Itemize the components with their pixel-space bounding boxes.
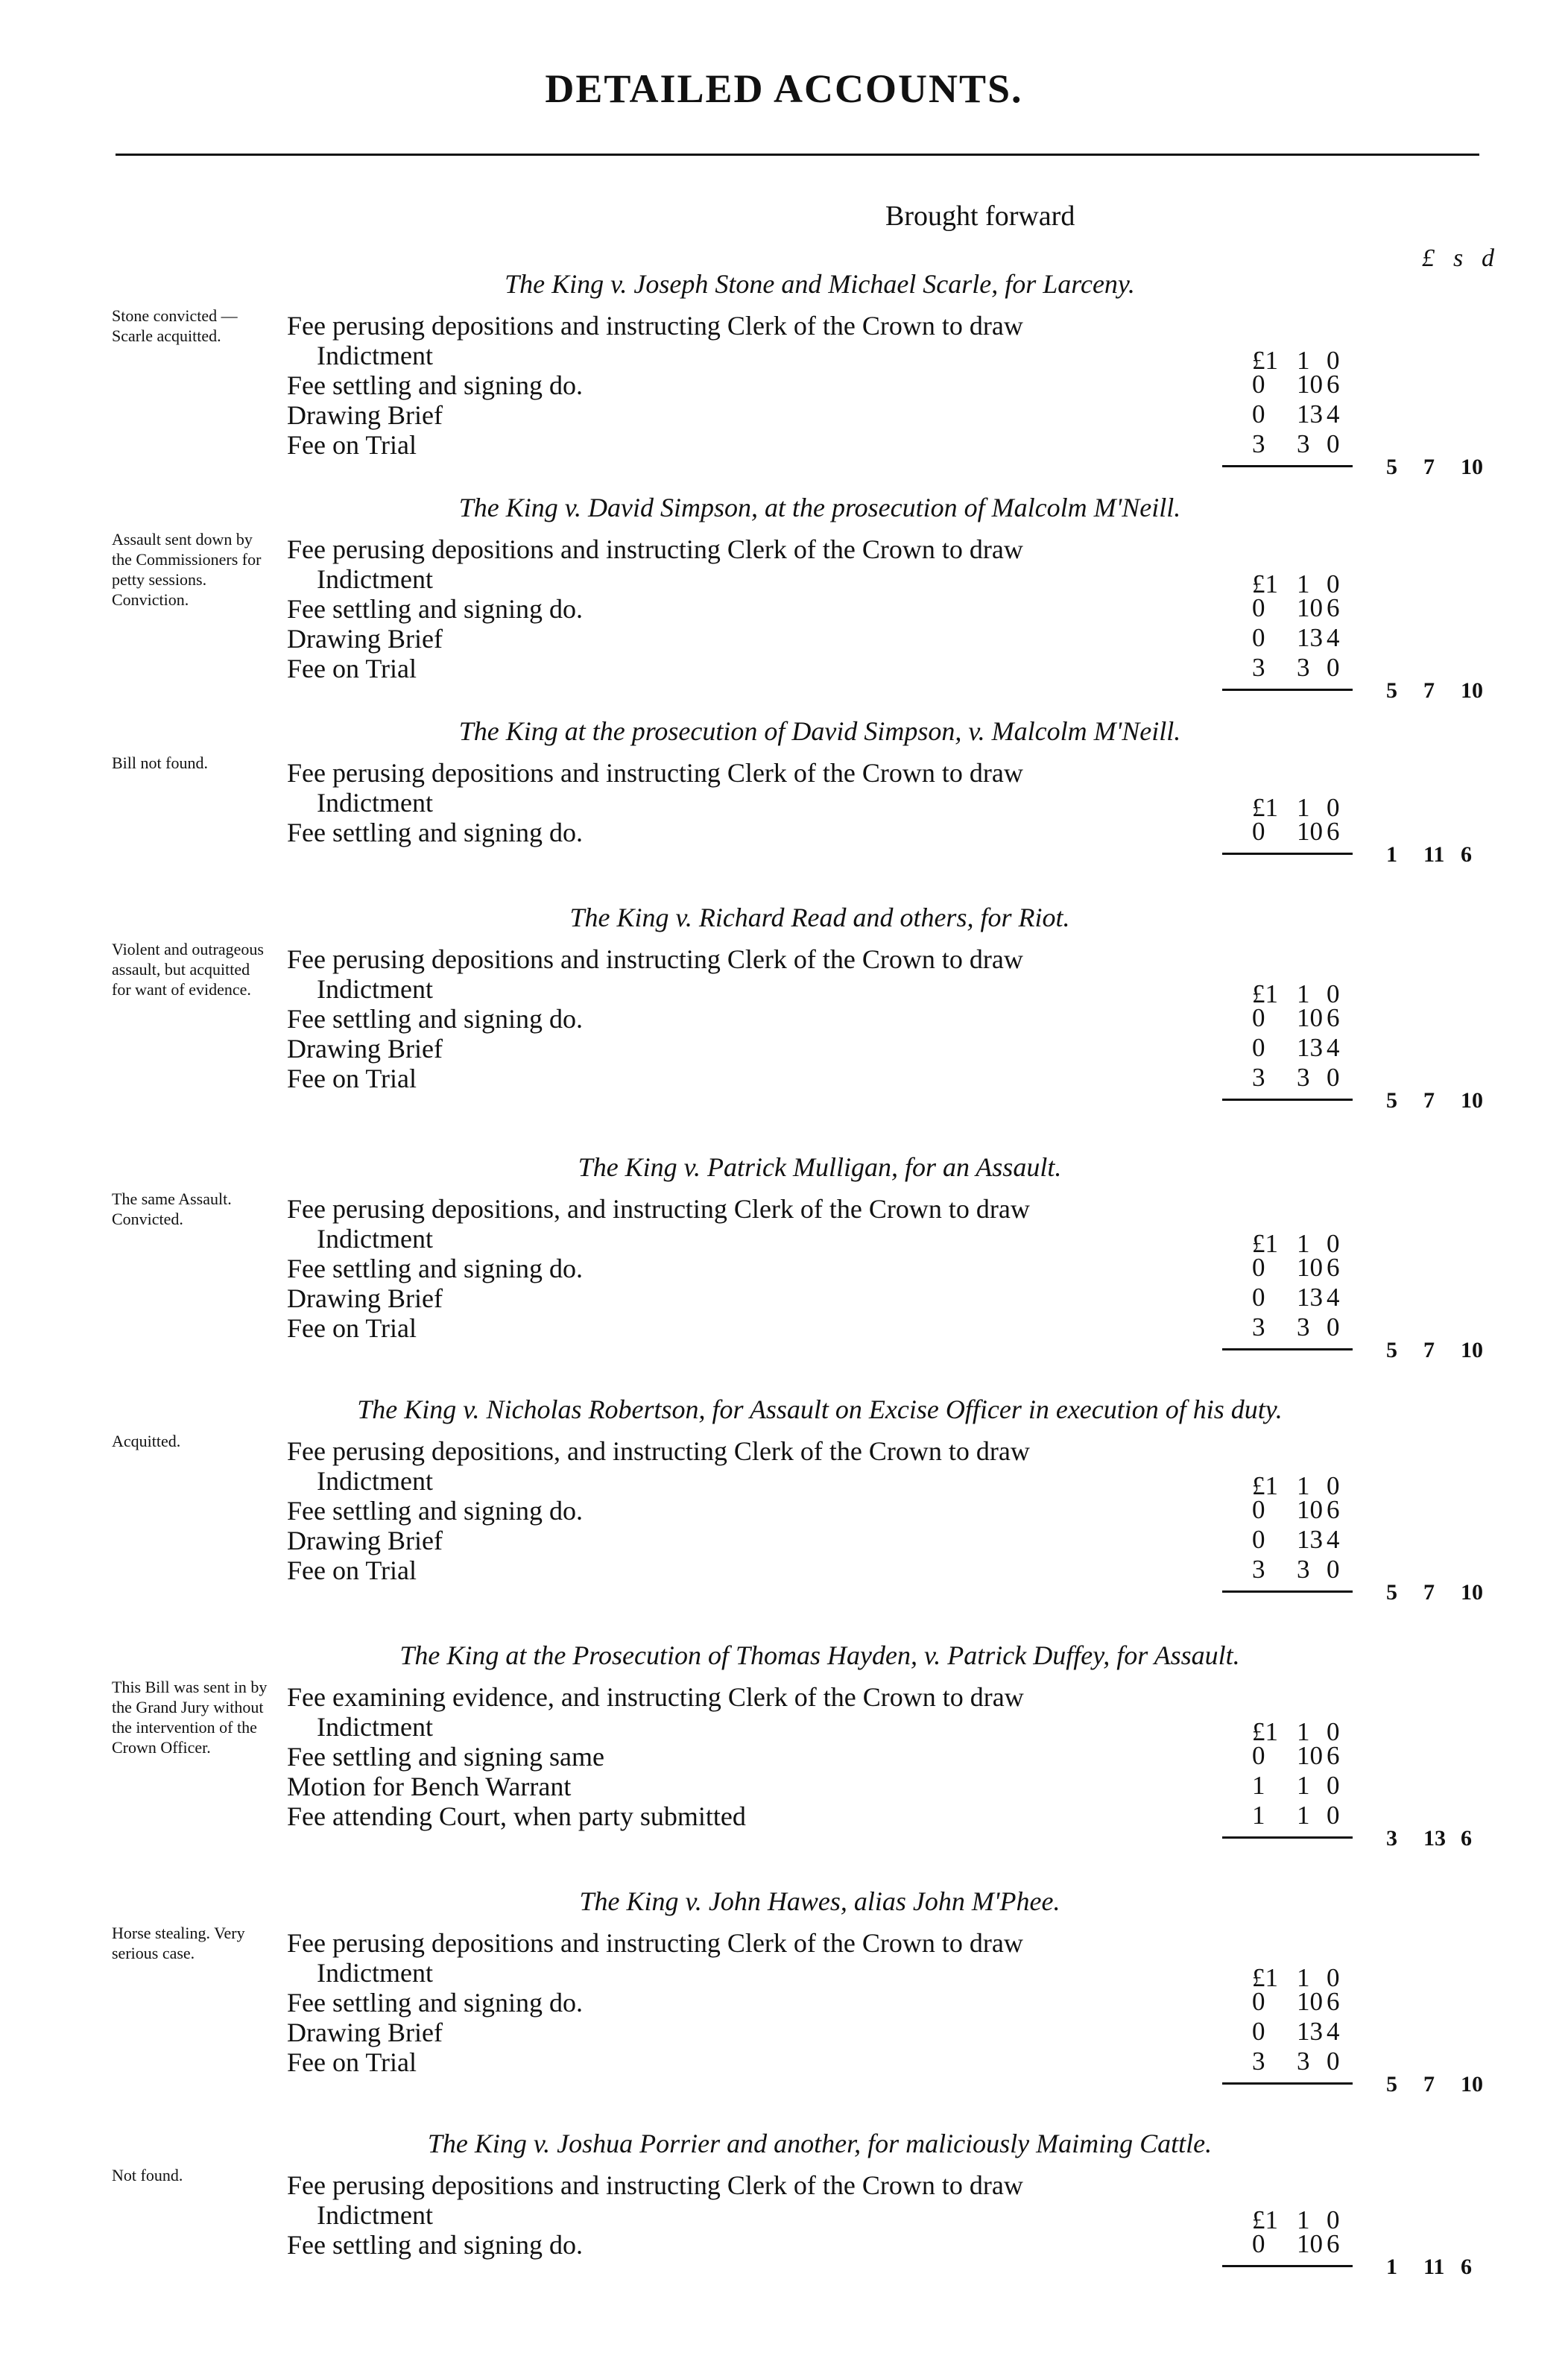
fee-description: Drawing Brief — [287, 400, 443, 430]
pence-header: d — [1482, 244, 1494, 272]
fee-description: Drawing Brief — [287, 1526, 443, 1555]
total-shillings: 7 — [1423, 2072, 1435, 2097]
fee-description-continuation: Indictment — [317, 788, 433, 818]
fee-description: Fee settling and signing do. — [287, 2230, 583, 2260]
total-pence: 10 — [1461, 678, 1483, 703]
amount-pence: 4 — [1327, 1283, 1340, 1312]
fee-description-continuation: Indictment — [317, 974, 433, 1004]
subtotal-rule — [1222, 1836, 1353, 1839]
fee-row-continuation — [287, 973, 1368, 1003]
amount-pounds: £1 — [1252, 1963, 1278, 1992]
amount-pounds: 0 — [1252, 817, 1265, 846]
fee-description: Fee perusing depositions and instructing Clerk of the Crown to draw — [287, 534, 1023, 564]
case-title: The King v. Patrick Mulligan, for an Assault. — [578, 1152, 1062, 1182]
fee-description-continuation: Indictment — [317, 564, 433, 594]
margin-note: Acquitted. — [112, 1432, 181, 1450]
fee-row — [287, 1063, 1368, 1093]
fee-row — [287, 1283, 1368, 1312]
amount-shillings: 1 — [1297, 346, 1310, 375]
amount-pounds: 1 — [1252, 1771, 1265, 1800]
fee-row — [287, 1801, 1368, 1830]
total-pence: 10 — [1461, 2072, 1483, 2097]
amount-pounds: 0 — [1252, 1495, 1265, 1524]
total-shillings: 7 — [1423, 1338, 1435, 1362]
fee-row — [287, 310, 1368, 340]
amount-shillings: 10 — [1297, 1003, 1323, 1032]
fee-description: Fee examining evidence, and instructing Clerk of the Crown to draw — [287, 1682, 1024, 1712]
amount-shillings: 1 — [1297, 979, 1310, 1008]
fee-description: Fee on Trial — [287, 430, 417, 460]
fee-row — [287, 944, 1368, 973]
amount-pence: 0 — [1327, 1717, 1340, 1746]
amount-shillings: 1 — [1297, 569, 1310, 598]
fee-row — [287, 1003, 1368, 1033]
amount-pounds: £1 — [1252, 1229, 1278, 1258]
total-pounds: 3 — [1386, 1826, 1397, 1851]
fee-description-continuation: Indictment — [317, 1224, 433, 1254]
pounds-header: £ — [1422, 244, 1435, 272]
fee-description: Fee on Trial — [287, 1555, 417, 1585]
amount-pence: 0 — [1327, 2205, 1340, 2234]
amount-pence: 0 — [1327, 1063, 1340, 1092]
fee-row — [287, 2017, 1368, 2047]
subtotal-rule — [1222, 2265, 1353, 2267]
amount-shillings: 3 — [1297, 1312, 1310, 1342]
amount-pounds: £1 — [1252, 569, 1278, 598]
fee-row — [287, 1033, 1368, 1063]
fee-description: Fee attending Court, when party submitted — [287, 1801, 746, 1831]
amount-shillings: 1 — [1297, 1471, 1310, 1500]
amount-pounds: 0 — [1252, 1253, 1265, 1282]
total-pounds: 1 — [1386, 2255, 1397, 2279]
fee-row — [287, 1312, 1368, 1342]
amount-shillings: 1 — [1297, 1801, 1310, 1830]
fee-description: Fee on Trial — [287, 2047, 417, 2077]
total-pounds: 5 — [1386, 455, 1397, 479]
case-title: The King v. Richard Read and others, for Riot. — [569, 903, 1070, 932]
fee-description: Fee settling and signing do. — [287, 594, 583, 624]
margin-note: Assault sent down by the Commissioners for petty sessions. Conviction. — [112, 530, 262, 609]
case-title: The King at the Prosecution of Thomas Hayden, v. Patrick Duffey, for Assault. — [399, 1640, 1240, 1670]
fee-row-continuation — [287, 1711, 1368, 1741]
amount-pence: 4 — [1327, 1525, 1340, 1554]
amount-pounds: 0 — [1252, 1525, 1265, 1554]
fee-row-continuation — [287, 1465, 1368, 1495]
fee-description: Fee perusing depositions, and instructing Clerk of the Crown to draw — [287, 1436, 1030, 1466]
fee-row — [287, 817, 1368, 847]
amount-pounds: £1 — [1252, 1717, 1278, 1746]
case-title: The King v. John Hawes, alias John M'Phee. — [579, 1886, 1060, 1916]
amount-pounds: 0 — [1252, 1987, 1265, 2016]
fee-row — [287, 2229, 1368, 2259]
fee-description-continuation: Indictment — [317, 1958, 433, 1988]
fee-description: Drawing Brief — [287, 1034, 443, 1064]
total-shillings: 13 — [1423, 1826, 1446, 1851]
amount-pence: 0 — [1327, 979, 1340, 1008]
margin-note: Horse stealing. Very serious case. — [112, 1924, 245, 1962]
fee-description: Drawing Brief — [287, 2018, 443, 2047]
total-pounds: 5 — [1386, 1580, 1397, 1605]
fee-row — [287, 1435, 1368, 1465]
fee-row — [287, 534, 1368, 563]
fee-description: Fee on Trial — [287, 654, 417, 683]
fee-description: Motion for Bench Warrant — [287, 1772, 572, 1801]
fee-row — [287, 2047, 1368, 2076]
fee-row — [287, 1681, 1368, 1711]
page-title: DETAILED ACCOUNTS. — [545, 66, 1023, 111]
amount-pence: 0 — [1327, 429, 1340, 458]
amount-shillings: 10 — [1297, 370, 1323, 399]
fee-row — [287, 653, 1368, 683]
fee-description: Drawing Brief — [287, 1283, 443, 1313]
amount-pence: 6 — [1327, 1987, 1340, 2016]
total-pence: 10 — [1461, 1580, 1483, 1605]
total-pence: 10 — [1461, 455, 1483, 479]
amount-shillings: 1 — [1297, 2205, 1310, 2234]
amount-pounds: £1 — [1252, 346, 1278, 375]
amount-pounds: 3 — [1252, 1555, 1265, 1584]
fee-description-continuation: Indictment — [317, 341, 433, 370]
amount-shillings: 13 — [1297, 623, 1323, 652]
subtotal-rule — [1222, 853, 1353, 855]
subtotal-rule — [1222, 1099, 1353, 1101]
fee-description: Drawing Brief — [287, 624, 443, 654]
amount-pounds: £1 — [1252, 1471, 1278, 1500]
amount-pounds: £1 — [1252, 979, 1278, 1008]
fee-row — [287, 1495, 1368, 1525]
amount-pounds: 1 — [1252, 1801, 1265, 1830]
fee-row — [287, 593, 1368, 623]
case-title: The King v. Joseph Stone and Michael Scarle, for Larceny. — [505, 269, 1135, 299]
fee-row — [287, 1741, 1368, 1771]
total-shillings: 11 — [1423, 2255, 1445, 2279]
amount-shillings: 3 — [1297, 429, 1310, 458]
amount-shillings: 3 — [1297, 1063, 1310, 1092]
amount-shillings: 3 — [1297, 2047, 1310, 2076]
total-pounds: 1 — [1386, 842, 1397, 867]
amount-pence: 4 — [1327, 623, 1340, 652]
amount-pence: 0 — [1327, 2047, 1340, 2076]
total-pounds: 5 — [1386, 2072, 1397, 2097]
shillings-header: s — [1453, 244, 1464, 272]
fee-row — [287, 429, 1368, 459]
fee-description: Fee settling and signing do. — [287, 818, 583, 847]
amount-shillings: 13 — [1297, 2017, 1323, 2046]
amount-shillings: 1 — [1297, 793, 1310, 822]
amount-pounds: 0 — [1252, 1741, 1265, 1770]
fee-row — [287, 1555, 1368, 1585]
case-title: The King v. Joshua Porrier and another, for maliciously Maiming Cattle. — [427, 2129, 1213, 2158]
total-pounds: 5 — [1386, 678, 1397, 703]
fee-description: Fee perusing depositions, and instructing Clerk of the Crown to draw — [287, 1194, 1030, 1224]
amount-shillings: 10 — [1297, 1495, 1323, 1524]
amount-pounds: 3 — [1252, 1063, 1265, 1092]
amount-pence: 0 — [1327, 1801, 1340, 1830]
total-pence: 10 — [1461, 1338, 1483, 1362]
total-pence: 6 — [1461, 842, 1472, 867]
fee-row-continuation — [287, 563, 1368, 593]
amount-pounds: £1 — [1252, 2205, 1278, 2234]
amount-pence: 6 — [1327, 370, 1340, 399]
amount-shillings: 1 — [1297, 1963, 1310, 1992]
header-rule — [116, 154, 1479, 156]
subtotal-rule — [1222, 1348, 1353, 1350]
fee-row — [287, 623, 1368, 653]
fee-row — [287, 1987, 1368, 2017]
fee-description: Fee settling and signing do. — [287, 1004, 583, 1034]
fee-description: Fee settling and signing do. — [287, 370, 583, 400]
amount-pence: 0 — [1327, 1771, 1340, 1800]
subtotal-rule — [1222, 1590, 1353, 1593]
amount-shillings: 3 — [1297, 653, 1310, 682]
margin-note: This Bill was sent in by the Grand Jury without the intervention of the Crown Officer. — [112, 1678, 268, 1757]
amount-pounds: 0 — [1252, 1033, 1265, 1062]
case-title: The King at the prosecution of David Simpson, v. Malcolm M'Neill. — [458, 716, 1181, 746]
fee-description: Fee on Trial — [287, 1313, 417, 1343]
case-title: The King v. Nicholas Robertson, for Assault on Excise Officer in execution of his duty. — [357, 1394, 1283, 1424]
amount-pence: 4 — [1327, 2017, 1340, 2046]
amount-pence: 0 — [1327, 653, 1340, 682]
total-pence: 10 — [1461, 1088, 1483, 1113]
fee-row-continuation — [287, 1957, 1368, 1987]
fee-description: Fee settling and signing do. — [287, 1254, 583, 1283]
fee-description: Fee settling and signing same — [287, 1742, 604, 1772]
amount-pence: 4 — [1327, 1033, 1340, 1062]
fee-row — [287, 1253, 1368, 1283]
fee-description: Fee on Trial — [287, 1064, 417, 1093]
amount-shillings: 1 — [1297, 1229, 1310, 1258]
amount-pence: 0 — [1327, 346, 1340, 375]
fee-description: Fee settling and signing do. — [287, 1496, 583, 1526]
amount-pence: 0 — [1327, 1229, 1340, 1258]
amount-pence: 6 — [1327, 1741, 1340, 1770]
amount-pounds: 0 — [1252, 2017, 1265, 2046]
amount-pounds: 3 — [1252, 1312, 1265, 1342]
amount-pence: 0 — [1327, 1963, 1340, 1992]
amount-shillings: 10 — [1297, 1253, 1323, 1282]
fee-row — [287, 757, 1368, 787]
amount-pounds: 0 — [1252, 399, 1265, 429]
fee-row — [287, 1771, 1368, 1801]
total-shillings: 11 — [1423, 842, 1445, 867]
fee-description: Fee perusing depositions and instructing Clerk of the Crown to draw — [287, 2170, 1023, 2200]
amount-pounds: 0 — [1252, 1283, 1265, 1312]
fee-description: Fee perusing depositions and instructing Clerk of the Crown to draw — [287, 758, 1023, 788]
total-pounds: 5 — [1386, 1088, 1397, 1113]
amount-pence: 6 — [1327, 1003, 1340, 1032]
amount-pounds: 3 — [1252, 2047, 1265, 2076]
amount-shillings: 3 — [1297, 1555, 1310, 1584]
amount-pence: 0 — [1327, 1312, 1340, 1342]
amount-shillings: 10 — [1297, 1987, 1323, 2016]
amount-pounds: 3 — [1252, 653, 1265, 682]
fee-description-continuation: Indictment — [317, 1466, 433, 1496]
fee-row-continuation — [287, 340, 1368, 370]
amount-pounds: 0 — [1252, 593, 1265, 622]
margin-note: Bill not found. — [112, 753, 208, 772]
amount-pounds: 0 — [1252, 2229, 1265, 2258]
fee-description: Fee perusing depositions and instructing Clerk of the Crown to draw — [287, 944, 1023, 974]
fee-description: Fee perusing depositions and instructing Clerk of the Crown to draw — [287, 1928, 1023, 1958]
fee-description-continuation: Indictment — [317, 1712, 433, 1742]
amount-shillings: 13 — [1297, 1033, 1323, 1062]
total-pounds: 5 — [1386, 1338, 1397, 1362]
fee-row — [287, 1927, 1368, 1957]
amount-shillings: 1 — [1297, 1717, 1310, 1746]
amount-pounds: 3 — [1252, 429, 1265, 458]
amount-pence: 0 — [1327, 793, 1340, 822]
brought-forward-label: Brought forward — [885, 200, 1075, 232]
amount-shillings: 10 — [1297, 817, 1323, 846]
amount-pence: 0 — [1327, 569, 1340, 598]
amount-pence: 6 — [1327, 817, 1340, 846]
margin-note: The same Assault. Convicted. — [112, 1190, 232, 1228]
amount-shillings: 10 — [1297, 593, 1323, 622]
fee-row-continuation — [287, 787, 1368, 817]
fee-row-continuation — [287, 2199, 1368, 2229]
total-shillings: 7 — [1423, 1088, 1435, 1113]
fee-description: Fee settling and signing do. — [287, 1988, 583, 2018]
amount-pence: 6 — [1327, 1495, 1340, 1524]
margin-note: Violent and outrageous assault, but acquitted for want of evidence. — [112, 940, 264, 999]
margin-note: Stone convicted —Scarle acquitted. — [112, 306, 238, 345]
amount-pounds: £1 — [1252, 793, 1278, 822]
amount-shillings: 10 — [1297, 1741, 1323, 1770]
amount-pence: 4 — [1327, 399, 1340, 429]
amount-shillings: 1 — [1297, 1771, 1310, 1800]
amount-pounds: 0 — [1252, 370, 1265, 399]
subtotal-rule — [1222, 689, 1353, 691]
fee-description: Fee perusing depositions and instructing Clerk of the Crown to draw — [287, 311, 1023, 341]
amount-shillings: 13 — [1297, 399, 1323, 429]
amount-pence: 6 — [1327, 2229, 1340, 2258]
fee-row — [287, 2170, 1368, 2199]
fee-row — [287, 1525, 1368, 1555]
fee-row — [287, 1193, 1368, 1223]
total-shillings: 7 — [1423, 1580, 1435, 1605]
margin-note: Not found. — [112, 2166, 183, 2184]
amount-pence: 6 — [1327, 1253, 1340, 1282]
amount-pence: 0 — [1327, 1555, 1340, 1584]
amount-shillings: 13 — [1297, 1525, 1323, 1554]
subtotal-rule — [1222, 465, 1353, 467]
amount-pounds: 0 — [1252, 623, 1265, 652]
amount-shillings: 13 — [1297, 1283, 1323, 1312]
total-shillings: 7 — [1423, 678, 1435, 703]
subtotal-rule — [1222, 2082, 1353, 2085]
total-pence: 6 — [1461, 1826, 1472, 1851]
amount-pence: 6 — [1327, 593, 1340, 622]
total-pence: 6 — [1461, 2255, 1472, 2279]
fee-description-continuation: Indictment — [317, 2200, 433, 2230]
fee-row-continuation — [287, 1223, 1368, 1253]
amount-pounds: 0 — [1252, 1003, 1265, 1032]
fee-row — [287, 370, 1368, 399]
fee-row — [287, 399, 1368, 429]
amount-shillings: 10 — [1297, 2229, 1323, 2258]
case-title: The King v. David Simpson, at the prosecution of Malcolm M'Neill. — [458, 493, 1181, 522]
amount-pence: 0 — [1327, 1471, 1340, 1500]
total-shillings: 7 — [1423, 455, 1435, 479]
